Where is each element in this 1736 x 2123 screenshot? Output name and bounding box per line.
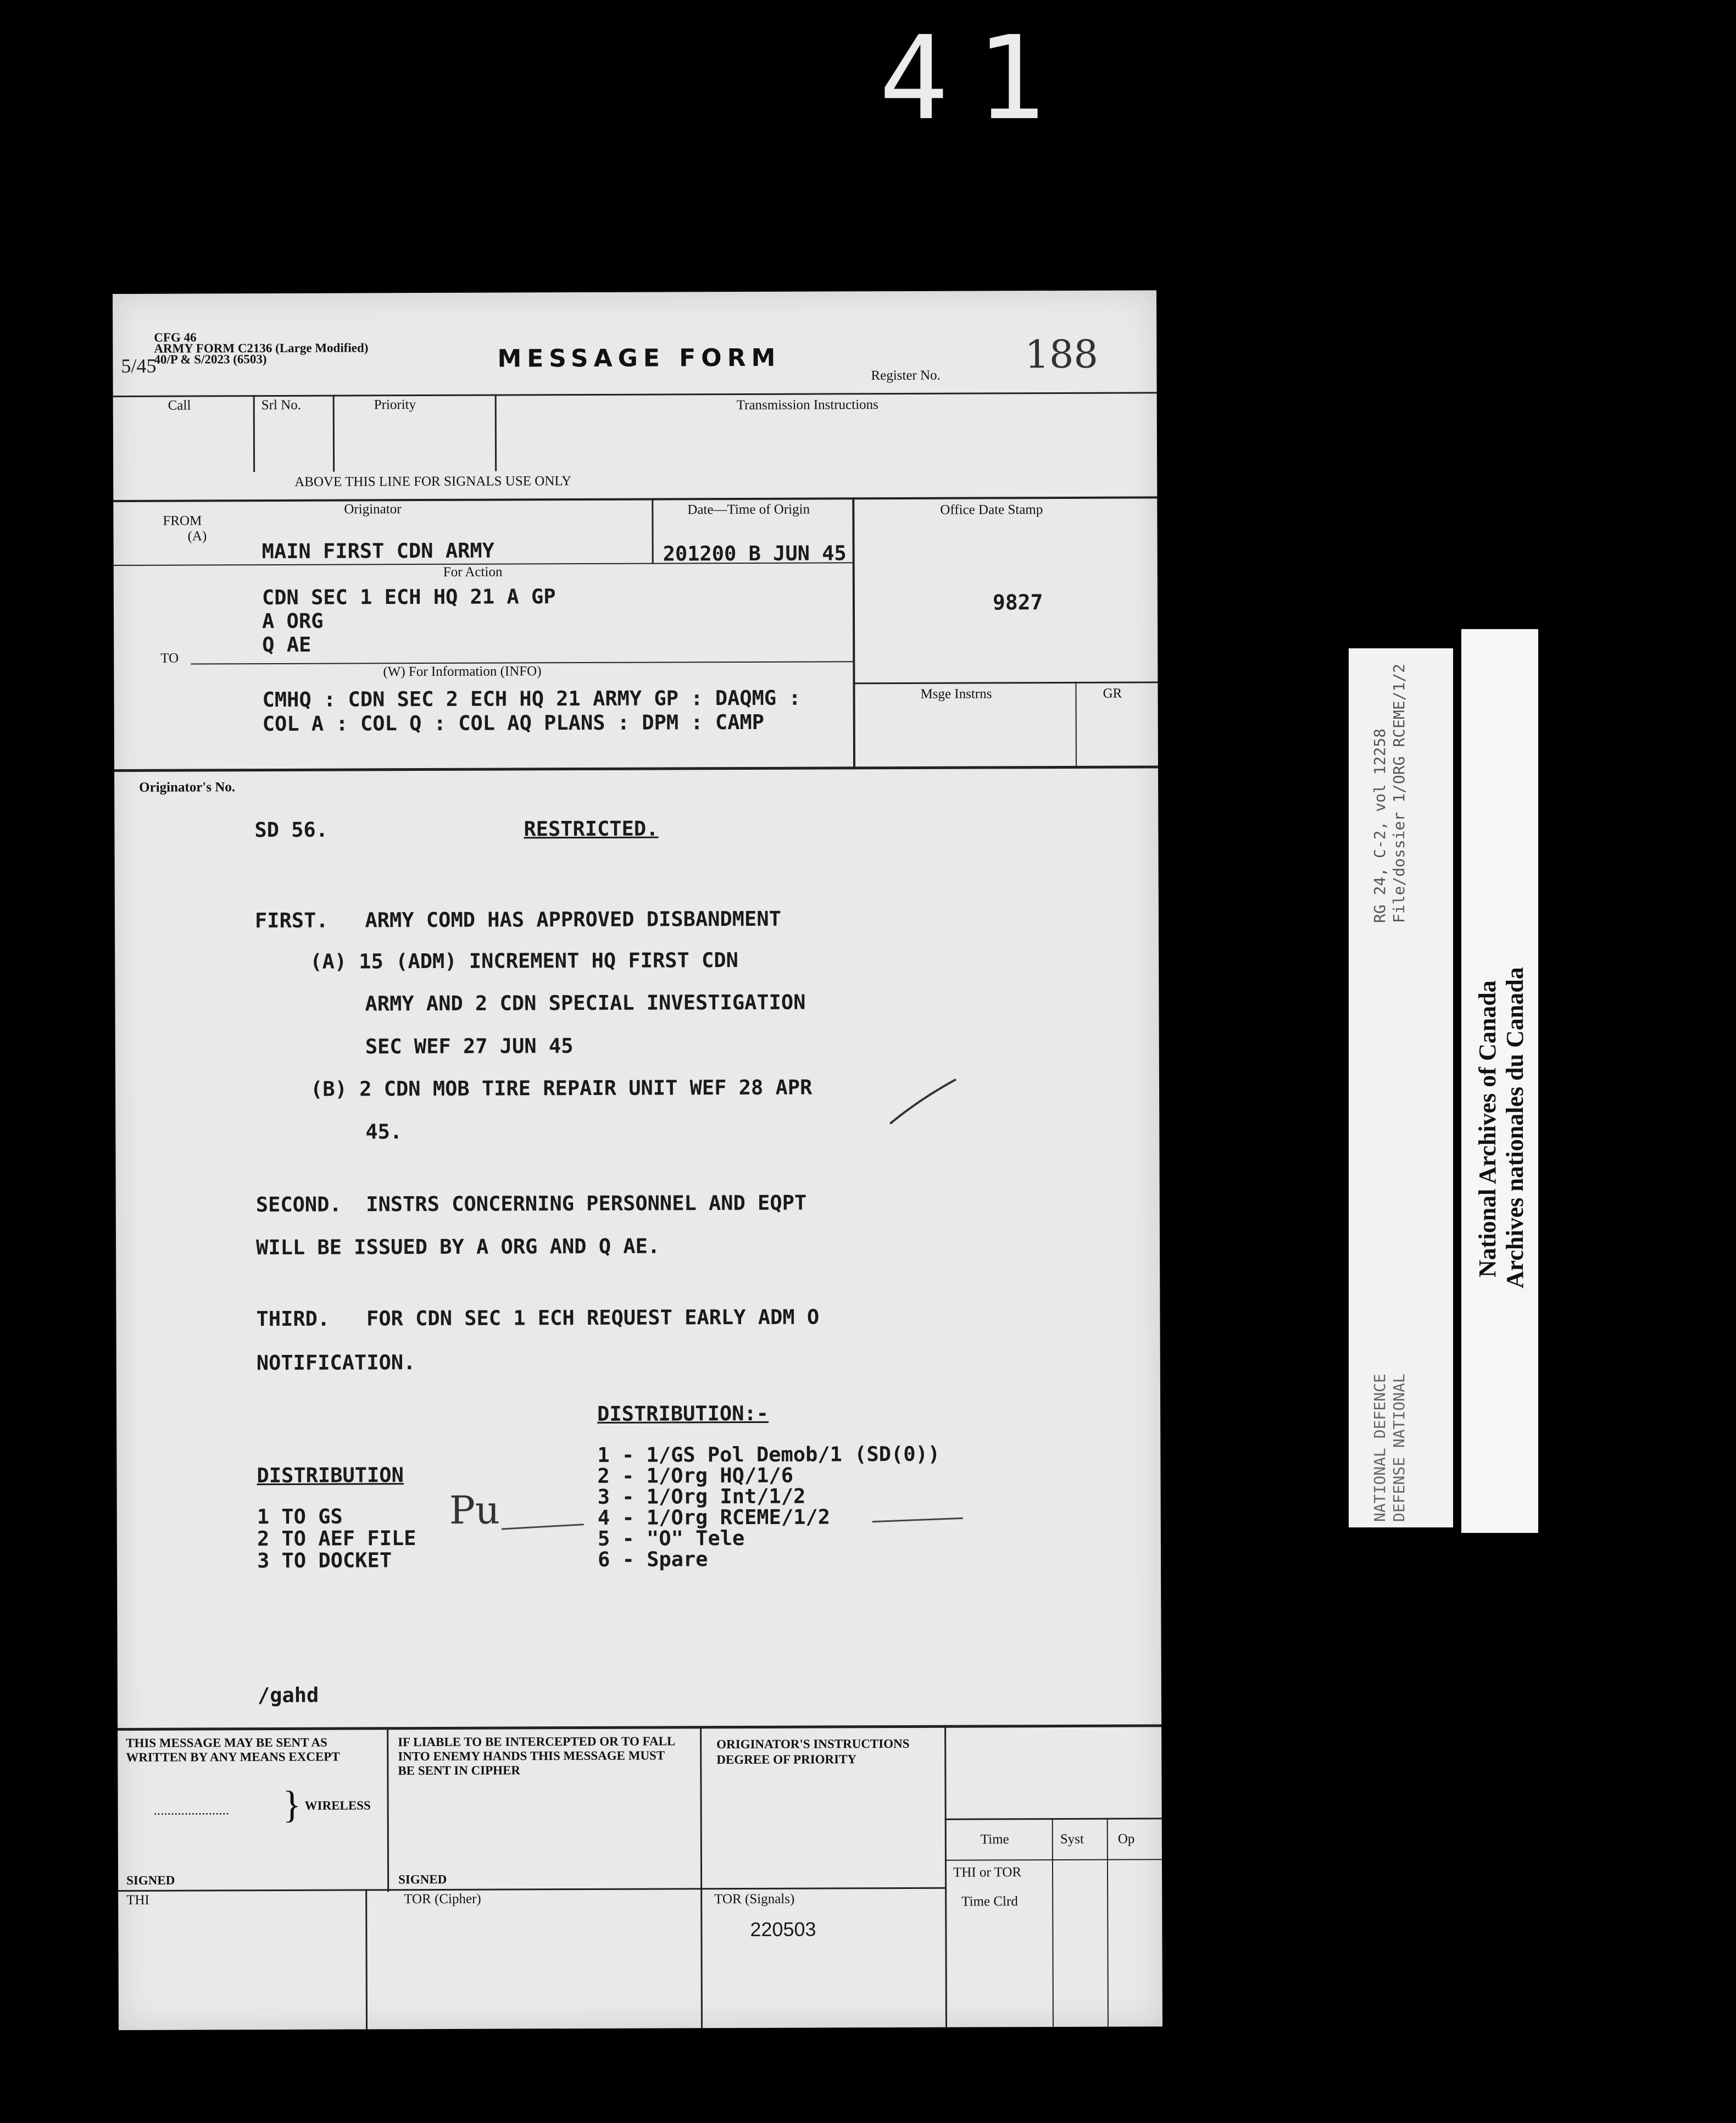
distribution2-item: 4 - 1/Org RCEME/1/2: [597, 1505, 831, 1530]
archives-fr: Archives nationales du Canada: [1501, 967, 1528, 1288]
archives-en: National Archives of Canada: [1474, 980, 1501, 1277]
for-action-label: For Action: [443, 564, 503, 580]
info-label: (W) For Information (INFO): [383, 664, 542, 680]
transmission-label: Transmission Instructions: [736, 397, 878, 413]
distribution2-item: 3 - 1/Org Int/1/2: [597, 1484, 806, 1509]
call-label: Call: [168, 398, 191, 413]
form-code-line: 40/P & S/2023 (6503): [154, 352, 267, 366]
handwritten-initials: Pu: [449, 1487, 500, 1533]
form-code-block: [154, 331, 368, 365]
distribution2-item: 5 - "O" Tele: [597, 1526, 745, 1550]
body-line: (B) 2 CDN MOB TIRE REPAIR UNIT WEF 28 APR: [310, 1075, 813, 1101]
originator-instructions: ORIGINATOR'S INSTRUCTIONS DEGREE OF PRIORITY: [716, 1736, 910, 1767]
archive-ref: RG 24, C-2, vol 12258: [1371, 728, 1389, 923]
for-action-line: CDN SEC 1 ECH HQ 21 A GP: [261, 585, 556, 610]
thi-or-tor-label: THI or TOR: [953, 1865, 1022, 1880]
body-line: NOTIFICATION.: [256, 1351, 416, 1375]
from-sub-label: (A): [187, 529, 207, 544]
msge-instrns-label: Msge Instrns: [920, 686, 992, 702]
defence-fr: DEFENSE NATIONAL: [1390, 1374, 1408, 1522]
register-label: Register No.: [871, 368, 941, 384]
body-line: THIRD. FOR CDN SEC 1 ECH REQUEST EARLY ADM O: [256, 1305, 820, 1331]
archives-label-strip: [1461, 629, 1538, 1533]
brace-icon: }: [282, 1783, 302, 1826]
body-line: 45.: [365, 1120, 403, 1144]
info-line: COL A : COL Q : COL AQ PLANS : DPM : CAMP: [262, 710, 765, 736]
distribution2-item: 2 - 1/Org HQ/1/6: [597, 1463, 794, 1488]
time-clrd-label: Time Clrd: [961, 1894, 1018, 1909]
syst-label: Syst: [1060, 1831, 1084, 1847]
originator-value: MAIN FIRST CDN ARMY: [261, 538, 494, 564]
wireless-dots: ......................: [153, 1803, 230, 1818]
office-stamp-label: Office Date Stamp: [940, 502, 1043, 518]
gr-label: GR: [1103, 686, 1122, 701]
thi-label: THI: [126, 1892, 149, 1908]
tor-cipher-label: TOR (Cipher): [404, 1891, 481, 1907]
serial-label: Srl No.: [261, 397, 301, 413]
for-action-line: A ORG: [262, 609, 324, 633]
check-mark-icon: [887, 1077, 959, 1126]
info-line: CMHQ : CDN SEC 2 ECH HQ 21 ARMY GP : DAQMG :: [262, 686, 801, 712]
form-code-line: CFG 46: [154, 330, 197, 344]
message-form-sheet: [113, 290, 1162, 2030]
body-line: FIRST. ARMY COMD HAS APPROVED DISBANDMENT: [254, 907, 781, 933]
signed-label-2: SIGNED: [398, 1872, 447, 1887]
register-number-handwritten: 188: [1025, 331, 1099, 377]
distribution-title: DISTRIBUTION: [257, 1463, 404, 1488]
from-label: FROM: [163, 513, 202, 529]
body-line: (A) 15 (ADM) INCREMENT HQ FIRST CDN: [310, 948, 738, 974]
dto-value: 201200 B JUN 45: [663, 541, 847, 566]
to-label: TO: [160, 651, 179, 666]
op-label: Op: [1117, 1831, 1135, 1847]
body-line: SECOND. INSTRS CONCERNING PERSONNEL AND EQPT: [255, 1191, 807, 1217]
typist-initials: /gahd: [257, 1683, 319, 1708]
distribution2-item: 1 - 1/GS Pol Demob/1 (SD(0)): [597, 1442, 941, 1467]
body-line: SEC WEF 27 JUN 45: [365, 1034, 574, 1059]
tor-signals-label: TOR (Signals): [714, 1891, 795, 1907]
priority-label: Priority: [374, 397, 416, 413]
form-date-code: 5/45: [121, 354, 157, 377]
body-line: WILL BE ISSUED BY A ORG AND Q AE.: [255, 1234, 660, 1260]
wireless-label: WIRELESS: [304, 1798, 371, 1813]
tor-signals-value: 220503: [750, 1918, 816, 1941]
originator-label: Originator: [344, 502, 402, 517]
folio-number: 41: [879, 11, 1073, 146]
distribution-item: 2 TO AEF FILE: [257, 1526, 416, 1551]
message-reference: SD 56.: [254, 818, 329, 842]
signed-label: SIGNED: [126, 1873, 175, 1887]
cipher-note: IF LIABLE TO BE INTERCEPTED OR TO FALL INTO ENEMY HANDS THIS MESSAGE MUST BE SENT IN CIPHER: [398, 1734, 675, 1778]
may-be-sent-note: THIS MESSAGE MAY BE SENT AS WRITTEN BY ANY MEANS EXCEPT: [126, 1735, 340, 1764]
body-line: ARMY AND 2 CDN SPECIAL INVESTIGATION: [365, 990, 806, 1016]
for-action-line: Q AE: [262, 632, 311, 657]
distribution-item: 1 TO GS: [257, 1504, 343, 1529]
archive-file: File/dossier 1/ORG RCEME/1/2: [1390, 663, 1408, 923]
distribution2-item: 6 - Spare: [597, 1547, 708, 1571]
signals-use-note: ABOVE THIS LINE FOR SIGNALS USE ONLY: [294, 474, 572, 490]
message-classification: RESTRICTED.: [524, 816, 659, 841]
time-label: Time: [980, 1832, 1009, 1847]
distribution2-title: DISTRIBUTION:-: [597, 1401, 769, 1426]
form-code-line: ARMY FORM C2136 (Large Modified): [154, 341, 369, 355]
office-stamp-number: 9827: [992, 590, 1043, 615]
originators-no-label: Originator's No.: [139, 780, 236, 795]
defence-label-strip: [1349, 648, 1453, 1527]
form-title: MESSAGE FORM: [497, 343, 781, 373]
distribution-item: 3 TO DOCKET: [257, 1548, 392, 1573]
dto-label: Date—Time of Origin: [687, 502, 810, 518]
defence-en: NATIONAL DEFENCE: [1371, 1374, 1389, 1522]
